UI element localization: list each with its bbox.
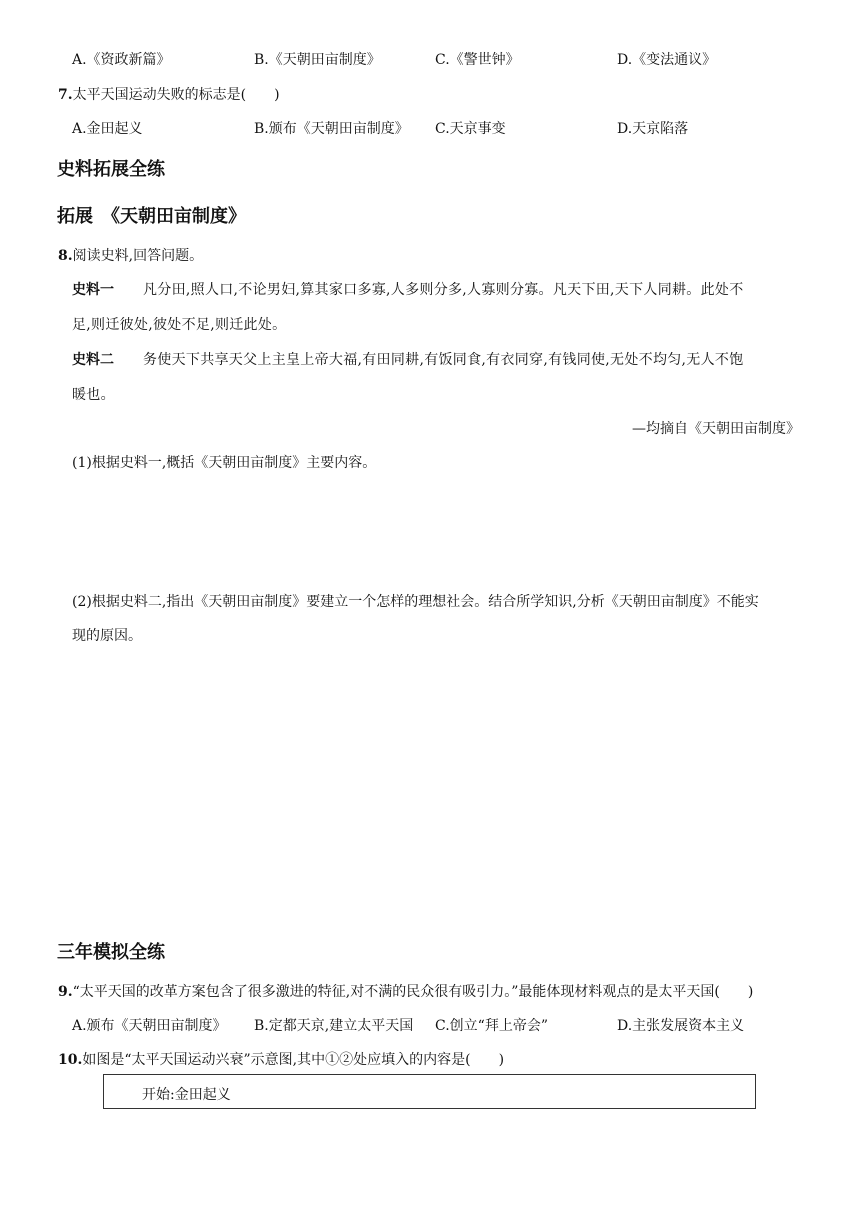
source1-line2: 足,则迁彼处,彼处不足,则迁此处。: [72, 317, 287, 333]
source1-label: 史料一: [72, 282, 114, 298]
section-title-extension: 史料拓展全练: [57, 159, 165, 180]
source2-line2: 暖也。: [72, 387, 115, 403]
source1-line1: 凡分田,照人口,不论男妇,算其家口多寡,人多则分多,人寡则分寡。凡天下田,天下人同耕。此处不: [143, 282, 744, 298]
q9-stem: “太平天国的改革方案包含了很多激进的特征,对不满的民众很有吸引力。”最能体现材料观点的是太平天国( ): [72, 984, 754, 1000]
diagram-box-text: 开始:金田起义: [142, 1087, 231, 1103]
q9-number: 9.: [58, 984, 73, 1000]
q8-number: 8.: [58, 248, 73, 264]
q7-option-b: B.颁布《天朝田亩制度》: [254, 121, 409, 137]
q6-option-c: C.《警世钟》: [435, 52, 520, 68]
q6-option-b: B.《天朝田亩制度》: [254, 52, 381, 68]
q8-subquestion-2-line2: 现的原因。: [72, 628, 142, 644]
source-attribution: —均摘自《天朝田亩制度》: [632, 421, 800, 437]
q8-subquestion-1: (1)根据史料一,概括《天朝田亩制度》主要内容。: [72, 455, 377, 471]
q9-question: [58, 981, 753, 1001]
q9-option-a: A.颁布《天朝田亩制度》: [72, 1018, 227, 1034]
q10-question: [58, 1049, 504, 1069]
source2-label: 史料二: [72, 352, 114, 368]
section-subtitle-extension: 拓展 《天朝田亩制度》: [57, 206, 246, 227]
q8-question: [58, 245, 203, 265]
q8-subquestion-2-line1: (2)根据史料二,指出《天朝田亩制度》要建立一个怎样的理想社会。结合所学知识,分析《天朝田亩制度》不能实: [72, 594, 759, 610]
q9-option-c: C.创立“拜上帝会”: [435, 1018, 548, 1034]
q6-option-d: D.《变法通议》: [617, 52, 717, 68]
source2-line1: 务使天下共享天父上主皇上帝大福,有田同耕,有饭同食,有衣同穿,有钱同使,无处不均匀,无人不饱: [143, 352, 744, 368]
q7-option-a: A.金田起义: [72, 121, 143, 137]
diagram-box: [103, 1074, 756, 1109]
q9-option-b: B.定都天京,建立太平天国: [254, 1018, 414, 1034]
q7-question: [58, 84, 280, 104]
q9-option-d: D.主张发展资本主义: [617, 1018, 745, 1034]
q7-option-c: C.天京事变: [435, 121, 506, 137]
q10-stem: 如图是“太平天国运动兴衰”示意图,其中①②处应填入的内容是( ): [82, 1052, 505, 1068]
section-title-mock: 三年模拟全练: [57, 942, 165, 963]
q6-option-a: A.《资政新篇》: [72, 52, 171, 68]
q8-stem: 阅读史料,回答问题。: [72, 248, 204, 264]
q7-number: 7.: [58, 87, 73, 103]
q7-option-d: D.天京陷落: [617, 121, 689, 137]
q7-stem: 太平天国运动失败的标志是( ): [72, 87, 280, 103]
q10-number: 10.: [58, 1052, 83, 1068]
